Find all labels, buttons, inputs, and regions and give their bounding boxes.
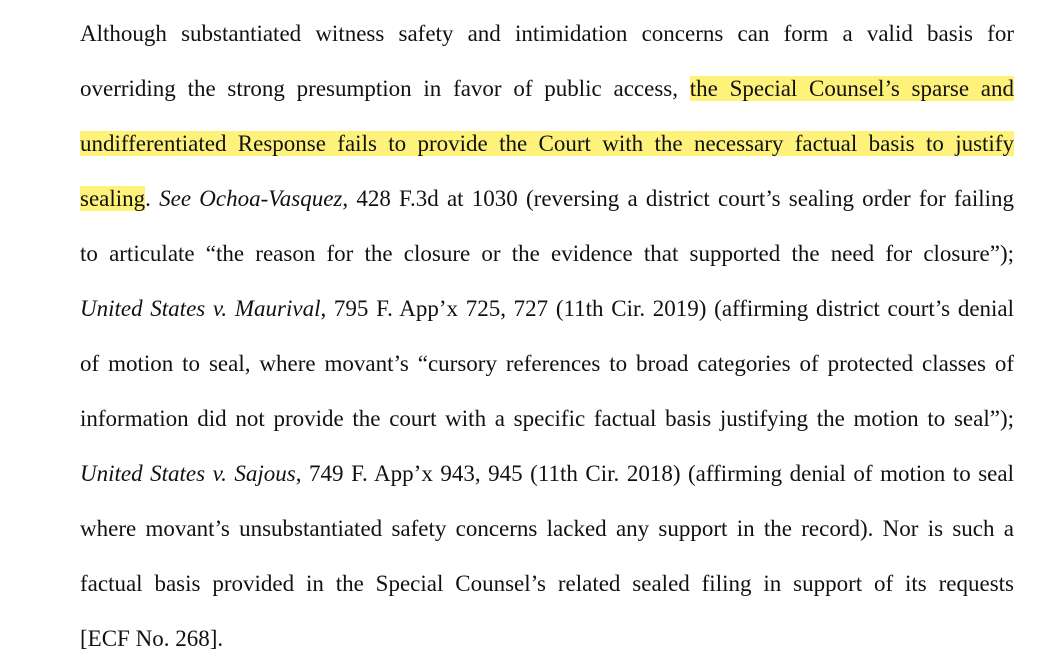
line-5-text: to articulate “the reason for the closure or the evidence that supported the need for closure”); <box>80 241 1014 266</box>
line-2-plain-text: overriding the strong presumption in favor of public access, <box>80 76 690 101</box>
case-name: United States v. Maurival <box>80 296 321 321</box>
line-7-text: of motion to seal, where movant’s “cursory references to broad categories of protected classes of <box>80 351 1014 376</box>
text-line-10 <box>80 505 1014 560</box>
text-line-6 <box>80 285 1014 340</box>
line-4-period: . <box>145 186 160 211</box>
text-line-1 <box>80 10 1014 65</box>
see-signal: See <box>159 186 192 211</box>
text-line-5 <box>80 230 1014 285</box>
text-line-3 <box>80 120 1014 175</box>
citation-text: , 749 F. App’x 943, 945 (11th Cir. 2018) (affirming denial of motion to seal <box>295 461 1014 486</box>
case-name: Ochoa-Vasquez <box>199 186 343 211</box>
line-12-text: [ECF No. 268]. <box>80 626 224 651</box>
citation-text: , 428 F.3d at 1030 (reversing a district court’s sealing order for failing <box>342 186 1014 211</box>
text-line-8 <box>80 395 1014 450</box>
text-line-2 <box>80 65 1014 120</box>
highlighted-text: sealing <box>80 186 146 211</box>
line-10-text: where movant’s unsubstantiated safety concerns lacked any support in the record). Nor is such a <box>80 516 1014 541</box>
case-name: United States v. Sajous <box>80 461 296 486</box>
line-8-text: information did not provide the court with a specific factual basis justifying the motion to seal”); <box>80 406 1014 431</box>
text-line-4 <box>80 175 1014 230</box>
line-1-text: Although substantiated witness safety and intimidation concerns can form a valid basis for <box>80 21 1014 46</box>
highlighted-text: undifferentiated Response fails to provide the Court with the necessary factual basis to justify <box>80 131 1014 156</box>
text-line-11 <box>80 560 1014 615</box>
document-body <box>80 10 1014 670</box>
highlighted-text: the Special Counsel’s sparse and <box>689 76 1014 101</box>
citation-text: , 795 F. App’x 725, 727 (11th Cir. 2019) (affirming district court’s denial <box>320 296 1015 321</box>
text-line-7 <box>80 340 1014 395</box>
text-line-9 <box>80 450 1014 505</box>
line-11-text: factual basis provided in the Special Counsel’s related sealed filing in support of its requests <box>80 571 1014 596</box>
